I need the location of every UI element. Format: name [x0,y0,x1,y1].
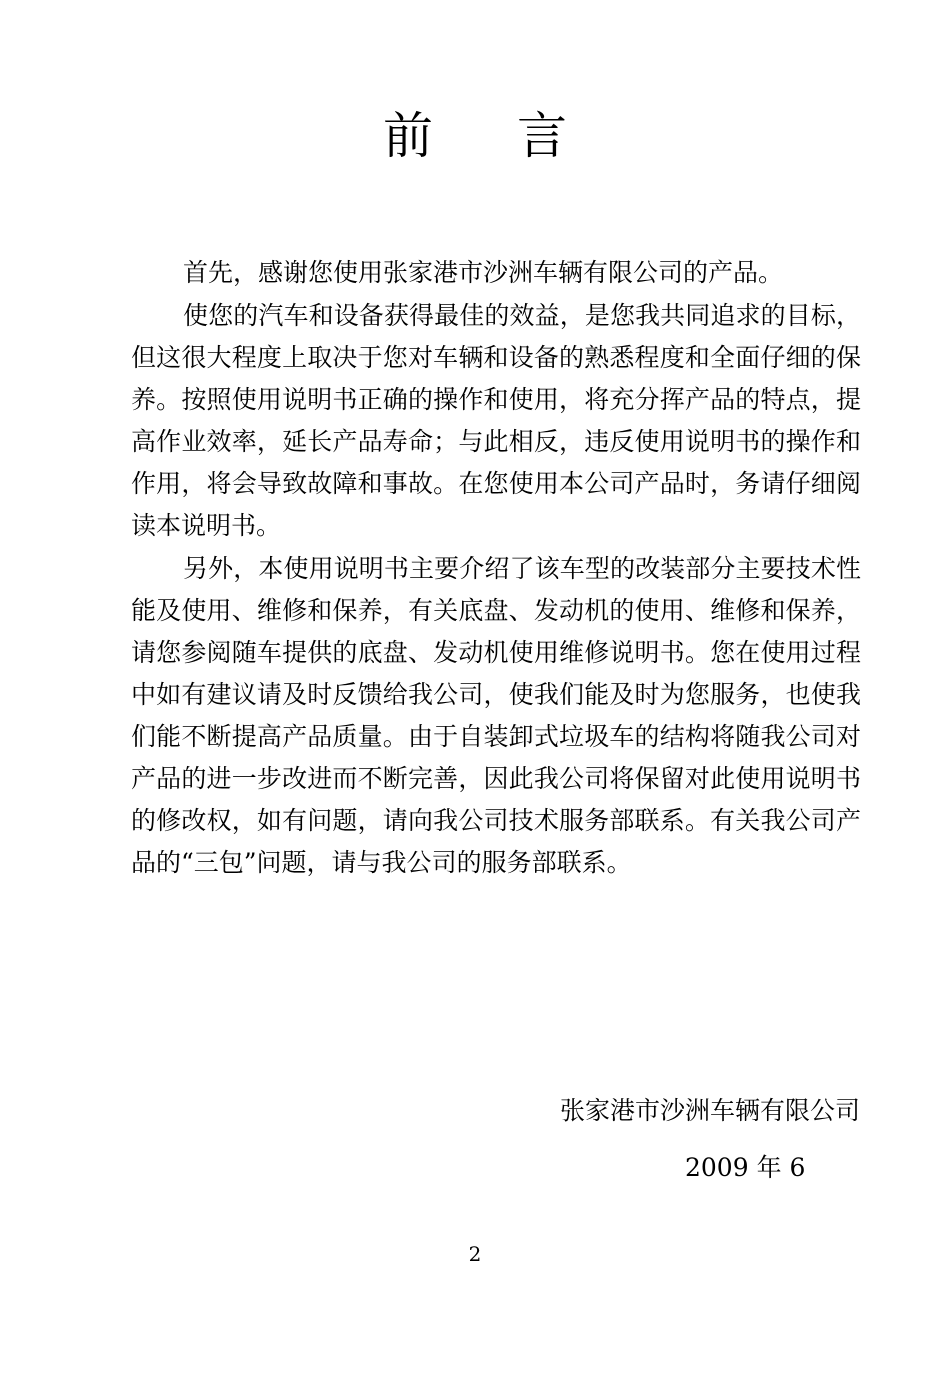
paragraph-maintenance: 使您的汽车和设备获得最佳的效益，是您我共同追求的目标，但这很大程度上取决于您对车辆和设备的熟悉程度和全面仔细的保养。按照使用说明书正确的操作和使用，将充分挥产品的特点，提高作业效率，延长产品寿命；与此相反，违反使用说明书的操作和作用，将会导致故障和事故。在您使用本公司产品时，务请仔细阅读本说明书。 [131,301,861,540]
document-body [131,252,861,885]
page-title: 前言 [383,107,651,165]
document-date: 2009 年 6 [685,1153,806,1182]
paragraph-intro: 首先，感谢您使用张家港市沙洲车辆有限公司的产品。 [183,258,784,287]
company-signature: 张家港市沙洲车辆有限公司 [559,1096,860,1125]
page-number: 2 [468,1242,482,1266]
paragraph-scope: 另外，本使用说明书主要介绍了该车型的改装部分主要技术性能及使用、维修和保养，有关底盘、发动机的使用、维修和保养，请您参阅随车提供的底盘、发动机使用维修说明书。您在使用过程中如有建议请及时反馈给我公司，使我们能及时为您服务，也使我们能不断提高产品质量。由于自装卸式垃圾车的结构将随我公司对产品的进一步改进而不断完善，因此我公司将保留对此使用说明书的修改权，如有问题，请向我公司技术服务部联系。有关我公司产品的“三包”问题，请与我公司的服务部联系。 [131,554,861,877]
